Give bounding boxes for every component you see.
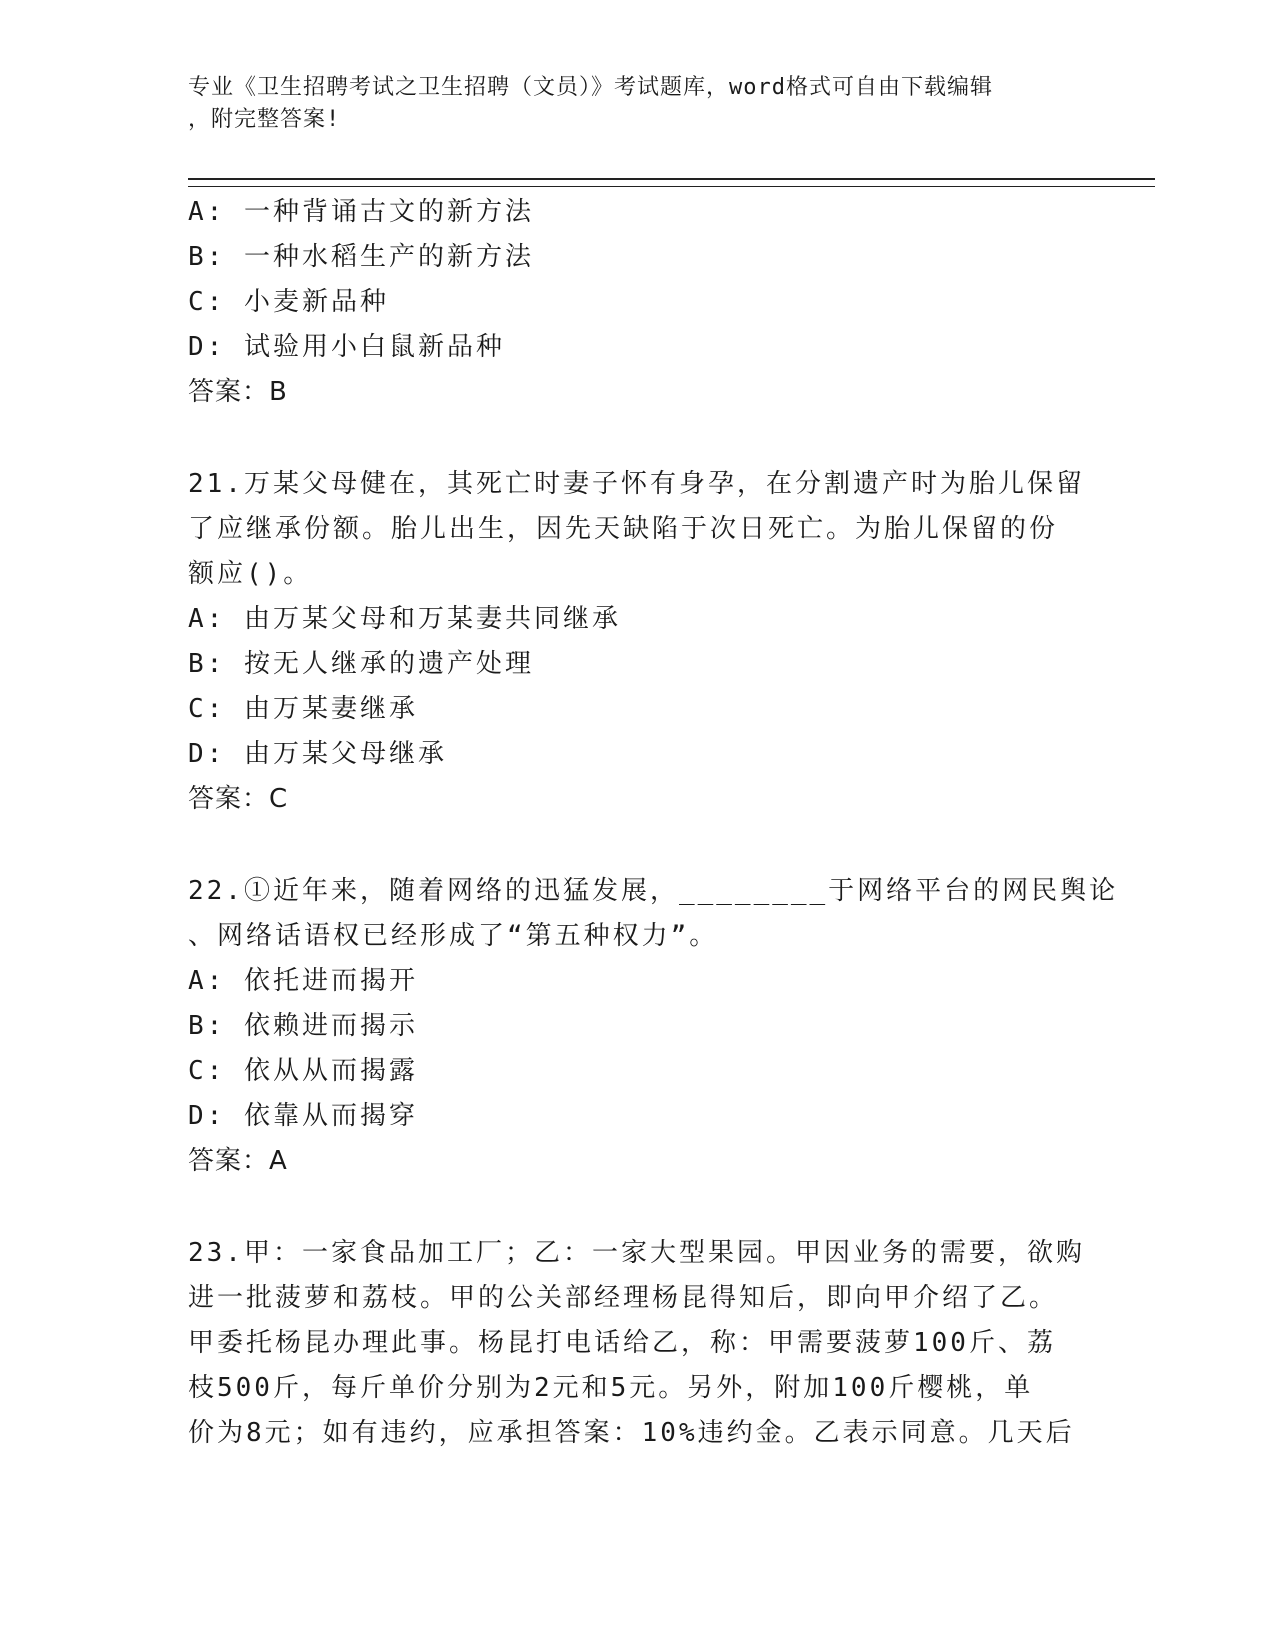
- document-header: [188, 72, 1088, 136]
- option-a: A: 依托进而揭开: [188, 966, 418, 996]
- question-stem-line: 21.万某父母健在，其死亡时妻子怀有身孕，在分割遗产时为胎儿保留: [188, 469, 1085, 499]
- question-stem-line: 、网络话语权已经形成了“第五种权力”。: [188, 921, 719, 951]
- option-d: D: 依靠从而揭穿: [188, 1101, 418, 1131]
- question-23-block: [188, 1231, 1088, 1456]
- answer-line: 答案：C: [188, 784, 289, 814]
- option-a: A: 由万某父母和万某妻共同继承: [188, 604, 621, 634]
- option-c: C: 依从从而揭露: [188, 1056, 418, 1086]
- question-stem-line: 额应()。: [188, 559, 313, 589]
- answer-line: 答案：A: [188, 1146, 288, 1176]
- question-stem-line: 了应继承份额。胎儿出生，因先天缺陷于次日死亡。为胎儿保留的份: [188, 514, 1059, 544]
- option-b: B: 按无人继承的遗产处理: [188, 649, 534, 679]
- question-stem-line: 进一批菠萝和荔枝。甲的公关部经理杨昆得知后，即向甲介绍了乙。: [188, 1283, 1059, 1313]
- option-c: C: 由万某妻继承: [188, 694, 418, 724]
- option-c: C: 小麦新品种: [188, 287, 389, 317]
- header-line-1: 专业《卫生招聘考试之卫生招聘（文员）》考试题库，word格式可自由下载编辑: [188, 75, 993, 100]
- option-a: A: 一种背诵古文的新方法: [188, 197, 534, 227]
- header-line-2: ，附完整答案!: [188, 107, 341, 132]
- question-content: [188, 190, 1119, 1456]
- answer-line: 答案：B: [188, 377, 288, 407]
- option-b: B: 依赖进而揭示: [188, 1011, 418, 1041]
- question-21-block: [188, 462, 1088, 822]
- question-stem-line: 枝500斤，每斤单价分别为2元和5元。另外，附加100斤樱桃，单: [188, 1373, 1034, 1403]
- question-stem-line: 价为8元；如有违约，应承担答案：10%违约金。乙表示同意。几天后: [188, 1418, 1075, 1448]
- question-stem-line: 甲委托杨昆办理此事。杨昆打电话给乙，称：甲需要菠萝100斤、荔: [188, 1328, 1056, 1358]
- question-stem-line: 23.甲：一家食品加工厂；乙：一家大型果园。甲因业务的需要，欲购: [188, 1238, 1085, 1268]
- header-divider: [188, 178, 1155, 187]
- question-stem-line: 22.①近年来，随着网络的迅猛发展，________于网络平台的网民舆论: [188, 876, 1119, 906]
- option-b: B: 一种水稻生产的新方法: [188, 242, 534, 272]
- option-d: D: 由万某父母继承: [188, 739, 447, 769]
- option-d: D: 试验用小白鼠新品种: [188, 332, 505, 362]
- question-22-block: [188, 869, 1119, 1184]
- question-20-block: [188, 190, 1088, 415]
